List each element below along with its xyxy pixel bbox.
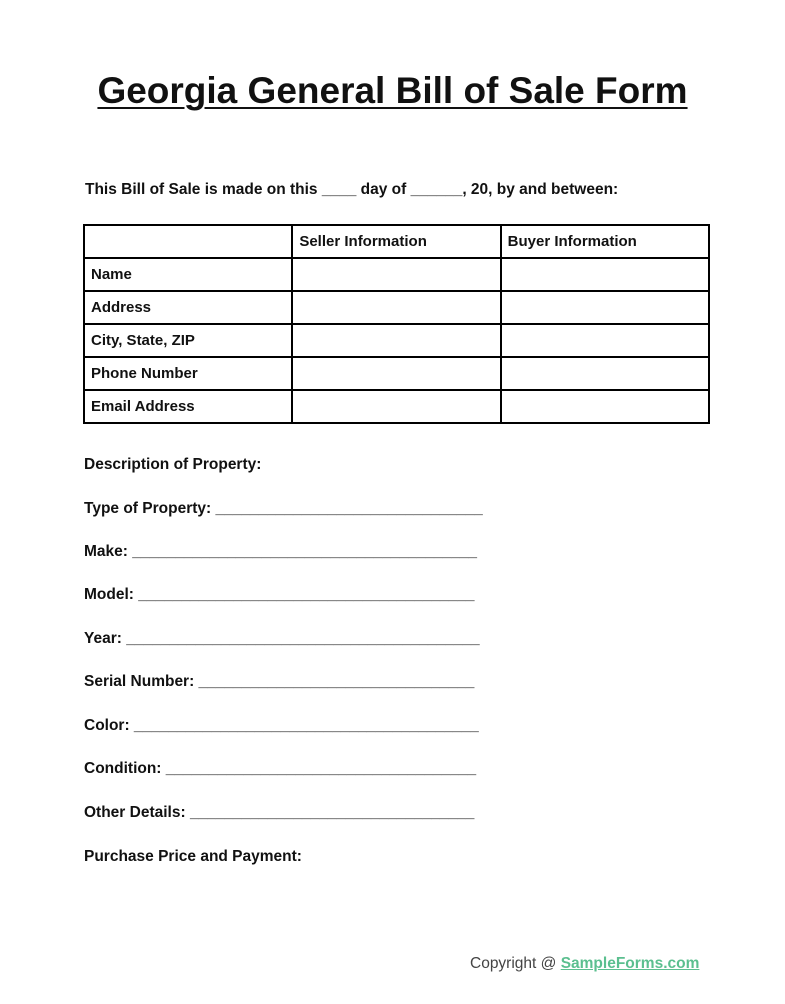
- row-label-email: Email Address: [84, 390, 292, 423]
- buyer-phone-cell[interactable]: [501, 357, 709, 390]
- purchase-heading: Purchase Price and Payment:: [84, 848, 302, 865]
- condition-field[interactable]: Condition: ____________________________________: [84, 760, 477, 777]
- copyright-prefix: Copyright @: [470, 955, 561, 972]
- row-label-city-state-zip: City, State, ZIP: [84, 324, 292, 357]
- buyer-address-cell[interactable]: [501, 291, 709, 324]
- year-field[interactable]: Year: _________________________________________: [84, 630, 480, 647]
- form-title: Georgia General Bill of Sale Form: [97, 70, 688, 111]
- parties-table: [83, 224, 710, 424]
- buyer-city-cell[interactable]: [501, 324, 709, 357]
- color-field[interactable]: Color: ________________________________________: [84, 717, 479, 734]
- seller-address-cell[interactable]: [292, 291, 500, 324]
- header-seller: Seller Information: [292, 225, 500, 258]
- buyer-name-cell[interactable]: [501, 258, 709, 291]
- intro-text: This Bill of Sale is made on this ____ day of ______, 20, by and between:: [85, 181, 619, 198]
- seller-city-cell[interactable]: [292, 324, 500, 357]
- row-label-phone: Phone Number: [84, 357, 292, 390]
- table-row: [84, 390, 709, 423]
- seller-phone-cell[interactable]: [292, 357, 500, 390]
- description-heading: Description of Property:: [84, 456, 262, 473]
- model-field[interactable]: Model: _______________________________________: [84, 586, 475, 603]
- header-blank: [84, 225, 292, 258]
- buyer-email-cell[interactable]: [501, 390, 709, 423]
- copyright-notice: [470, 955, 699, 973]
- table-row: [84, 291, 709, 324]
- other-details-field[interactable]: Other Details: _________________________________: [84, 804, 475, 821]
- table-row: [84, 324, 709, 357]
- make-field[interactable]: Make: ________________________________________: [84, 543, 478, 560]
- row-label-name: Name: [84, 258, 292, 291]
- serial-number-field[interactable]: Serial Number: ________________________________: [84, 673, 475, 690]
- header-buyer: Buyer Information: [501, 225, 709, 258]
- table-header-row: [84, 225, 709, 258]
- seller-name-cell[interactable]: [292, 258, 500, 291]
- row-label-address: Address: [84, 291, 292, 324]
- table-row: [84, 357, 709, 390]
- table-row: [84, 258, 709, 291]
- brand-link[interactable]: SampleForms.com: [560, 955, 700, 972]
- seller-email-cell[interactable]: [292, 390, 500, 423]
- type-of-property-field[interactable]: Type of Property: _______________________________: [84, 500, 483, 517]
